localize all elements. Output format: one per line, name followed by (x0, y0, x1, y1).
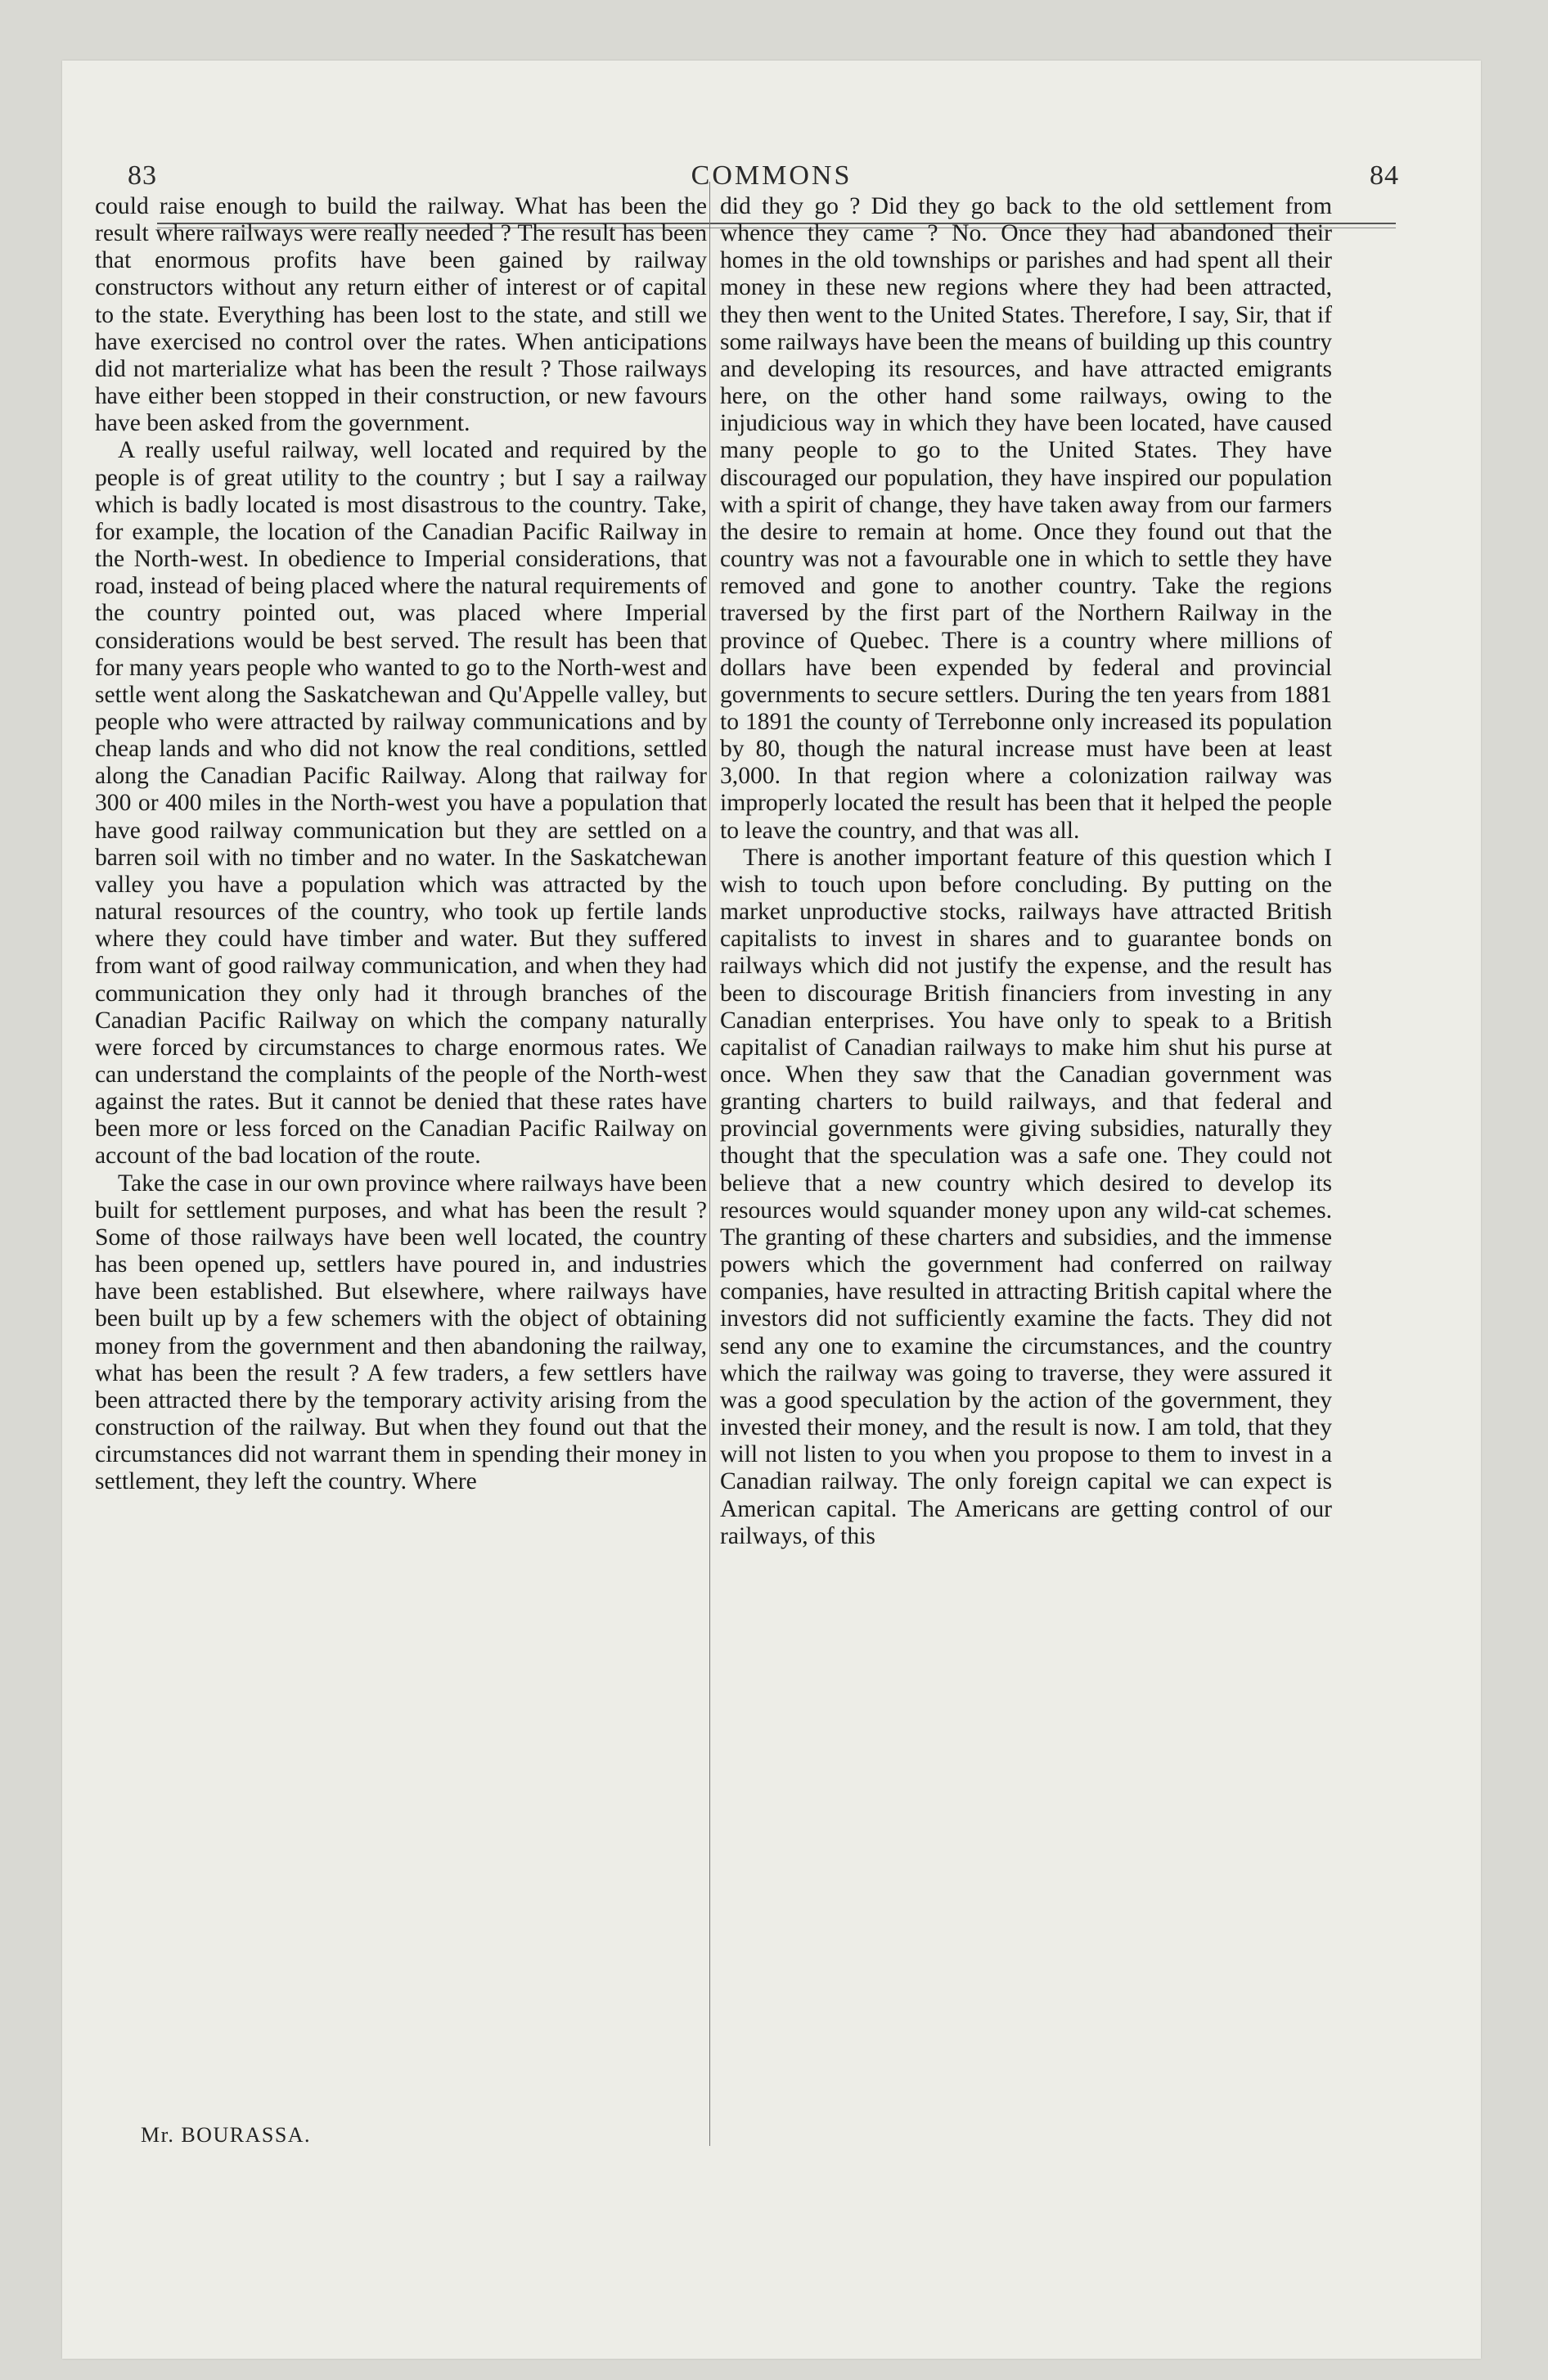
running-head: COMMONS (691, 160, 853, 191)
column-divider (709, 182, 710, 2146)
left-paragraph-1: could raise enough to build the railway. What has been the result where railways were really needed ? The result has been that enormous profits have been gained by railway constructors without any return either of interest or of capital to the state. Everything has been lost to the state, and still we have exercised no control over the rates. When anticipations did not marterialize what has been the result ? Those railways have either been stopped in their construction, or new favours have been asked from the government. (95, 193, 707, 437)
page-number-left: 83 (128, 160, 157, 191)
right-column (720, 193, 1332, 1550)
left-paragraph-2: A really useful railway, well located and required by the people is of great utility to the country ; but I say a railway which is badly located is most disastrous to the country. Take, for example, the location of the Canadian Pacific Railway in the North-west. In obedience to Imperial considerations, that road, instead of being placed where the natural requirements of the country pointed out, was placed where Imperial considerations would be best served. The result has been that for many years people who wanted to go to the North-west and settle went along the Saskatchewan and Qu'Appelle valley, but people who were attracted by railway communications and by cheap lands and who did not know the real conditions, settled along the Canadian Pacific Railway. Along that railway for 300 or 400 miles in the North-west you have a population that have good railway communication but they are settled on a barren soil with no timber and no water. In the Saskatchewan valley you have a population which was attracted by the natural resources of the country, who took up fertile lands where they could have timber and water. But they suffered from want of good railway communication, and when they had communication they only had it through branches of the Canadian Pacific Railway on which the company naturally were forced by circumstances to charge enormous rates. We can understand the complaints of the people of the North-west against the rates. But it cannot be denied that these rates have been more or less forced on the Canadian Pacific Railway on account of the bad location of the route. (95, 437, 707, 1170)
left-paragraph-3: Take the case in our own province where railways have been built for settlement purposes, and what has been the result ? Some of those railways have been well located, the country has been opened up, settlers have poured in, and industries have been established. But elsewhere, where railways have been built up by a few schemers with the object of obtaining money from the government and then abandoning the railway, what has been the result ? A few traders, a few settlers have been attracted there by the temporary activity arising from the construction of the railway. But when they found out that the circumstances did not warrant them in spending their money in settlement, they left the country. Where (95, 1170, 707, 1495)
page-number-right: 84 (1370, 160, 1399, 191)
speaker-footer: Mr. BOURASSA. (141, 2123, 312, 2147)
right-paragraph-1: did they go ? Did they go back to the old settlement from whence they came ? No. Once they had abandoned their homes in the old townships or parishes and had spent all their money in these new regions where they had been attracted, they then went to the United States. Therefore, I say, Sir, that if some railways have been the means of building up this country and developing its resources, and have attracted emigrants here, on the other hand some railways, owing to the injudicious way in which they have been located, have caused many people to go to the United States. They have discouraged our population, they have inspired our population with a spirit of change, they have taken away from our farmers the desire to remain at home. Once they found out that the country was not a favourable one in which to settle they have removed and gone to another country. Take the regions traversed by the first part of the Northern Railway in the province of Quebec. There is a country where millions of dollars have been expended by federal and provincial governments to secure settlers. During the ten years from 1881 to 1891 the county of Terrebonne only increased its population by 80, though the natural increase must have been at least 3,000. In that region where a colonization railway was improperly located the result has been that it helped the people to leave the country, and that was all. (720, 193, 1332, 844)
right-paragraph-2: There is another important feature of this question which I wish to touch upon before concluding. By putting on the market unproductive stocks, railways have attracted British capitalists to invest in shares and to guarantee bonds on railways which did not justify the expense, and the result has been to discourage British financiers from investing in any Canadian enterprises. You have only to speak to a British capitalist of Canadian railways to make him shut his purse at once. When they saw that the Canadian government was granting charters to build railways, and that federal and provincial governments were giving subsidies, naturally they thought that the speculation was a safe one. They could not believe that a new country which desired to develop its resources would squander money upon any wild-cat schemes. The granting of these charters and subsidies, and the immense powers which the government had conferred on railway companies, have resulted in attracting British capital where the investors did not sufficiently examine the facts. They did not send any one to examine the circumstances, and the country which the railway was going to traverse, they were assured it was a good speculation by the action of the government, they invested their money, and the result is now. I am told, that they will not listen to you when you propose to them to invest in a Canadian railway. The only foreign capital we can expect is American capital. The Americans are getting control of our railways, of this (720, 844, 1332, 1549)
left-column (95, 193, 707, 1496)
